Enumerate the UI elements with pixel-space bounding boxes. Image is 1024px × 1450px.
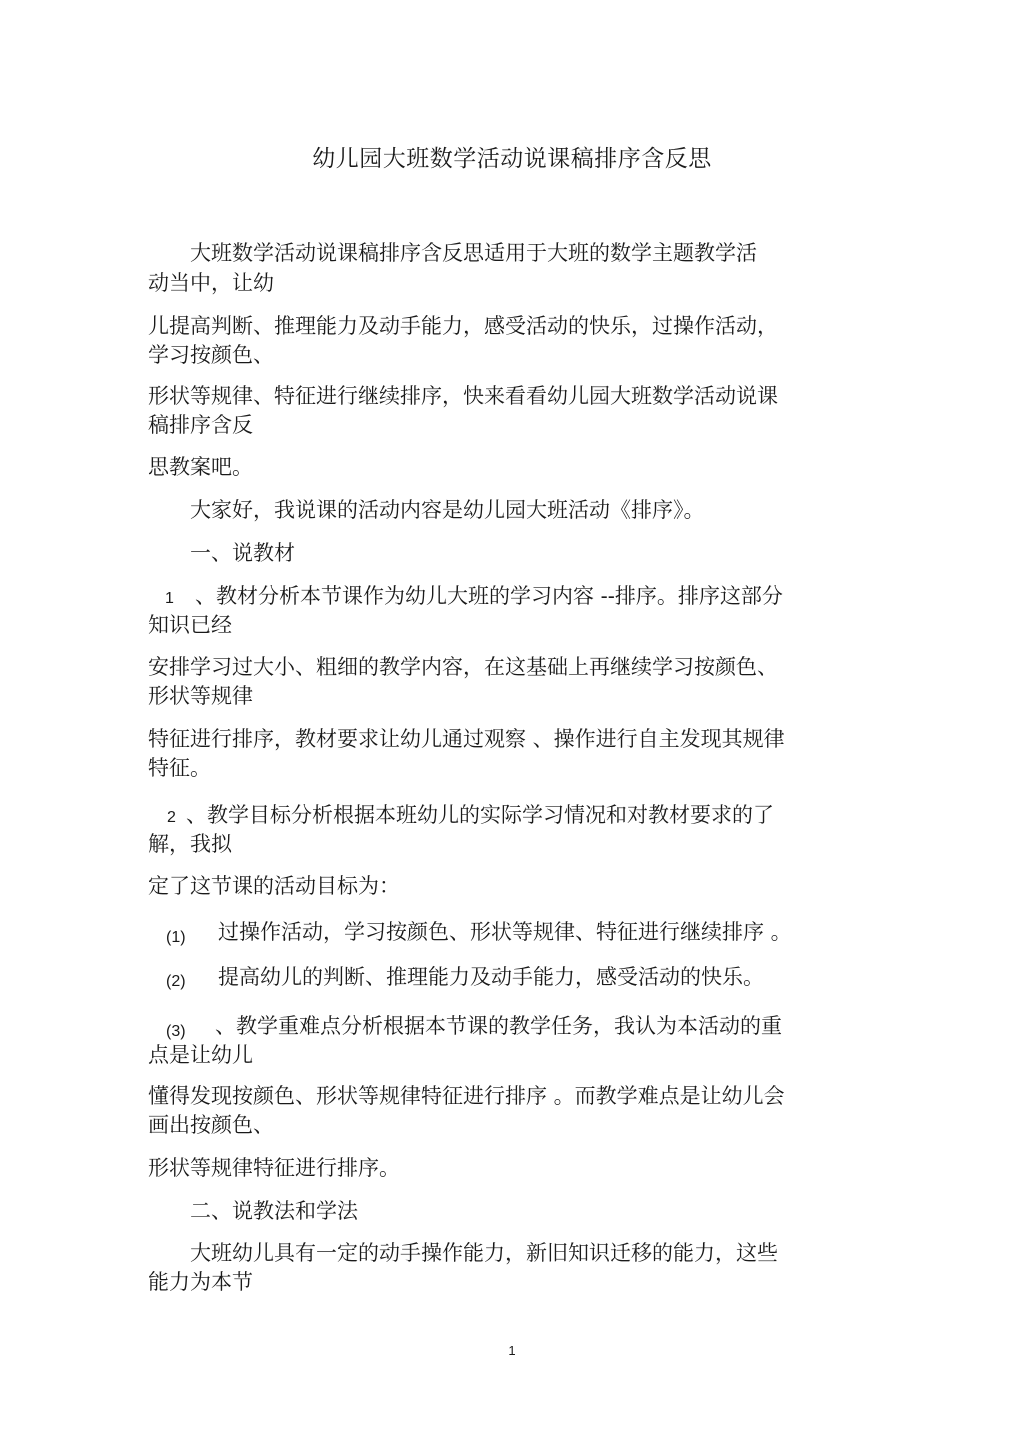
document-title: 幼儿园大班数学活动说课稿排序含反思 (312, 146, 712, 172)
paragraph-line: 、教学重难点分析根据本节课的教学任务，我认为本活动的重 (215, 1014, 782, 1038)
paragraph-line: 安排学习过大小、粗细的教学内容，在这基础上再继续学习按颜色、 (148, 655, 778, 679)
item-number: 1 (165, 590, 174, 607)
paragraph-line: 画出按颜色、 (148, 1113, 274, 1137)
paragraph-line: 形状等规律 (148, 684, 253, 708)
item-number: 2 (167, 809, 176, 826)
paragraph-line: 特征。 (148, 756, 211, 780)
paragraph-line: 知识已经 (148, 613, 232, 637)
paragraph-line: 、教材分析本节课作为幼儿大班的学习内容 --排序。排序这部分 (195, 584, 783, 608)
paragraph-line: 特征进行排序，教材要求让幼儿通过观察 、操作进行自主发现其规律 (148, 727, 785, 751)
item-number: (1) (166, 929, 186, 946)
paragraph-line: 、教学目标分析根据本班幼儿的实际学习情况和对教材要求的了 (186, 803, 774, 827)
item-number: (2) (166, 973, 186, 990)
paragraph-line: 稿排序含反 (148, 413, 253, 437)
paragraph-line: 过操作活动，学习按颜色、形状等规律、特征进行继续排序 。 (218, 920, 792, 944)
paragraph-line: 定了这节课的活动目标为： (148, 874, 400, 898)
item-number: (3) (166, 1023, 186, 1040)
paragraph-line: 形状等规律、特征进行继续排序，快来看看幼儿园大班数学活动说课 (148, 384, 778, 408)
page-number: 1 (508, 1343, 516, 1358)
section-heading: 一、说教材 (190, 541, 295, 565)
paragraph-line: 大班幼儿具有一定的动手操作能力，新旧知识迁移的能力，这些 (190, 1241, 778, 1265)
paragraph-line: 点是让幼儿 (148, 1043, 253, 1067)
paragraph-line: 懂得发现按颜色、形状等规律特征进行排序 。而教学难点是让幼儿会 (148, 1084, 785, 1108)
paragraph-line: 提高幼儿的判断、推理能力及动手能力，感受活动的快乐。 (218, 965, 764, 989)
paragraph-line: 思教案吧。 (148, 455, 253, 479)
paragraph-line: 动当中，让幼 (148, 271, 274, 295)
paragraph-line: 学习按颜色、 (148, 343, 274, 367)
paragraph-line: 解，我拟 (148, 832, 232, 856)
paragraph-line: 儿提高判断、推理能力及动手能力，感受活动的快乐，过操作活动， (148, 314, 778, 338)
paragraph-line: 能力为本节 (148, 1270, 253, 1294)
paragraph-line: 大家好，我说课的活动内容是幼儿园大班活动《排序》。 (190, 498, 705, 522)
paragraph-line: 形状等规律特征进行排序。 (148, 1156, 400, 1180)
section-heading: 二、说教法和学法 (190, 1199, 358, 1223)
paragraph-line: 大班数学活动说课稿排序含反思适用于大班的数学主题教学活 (190, 241, 757, 265)
